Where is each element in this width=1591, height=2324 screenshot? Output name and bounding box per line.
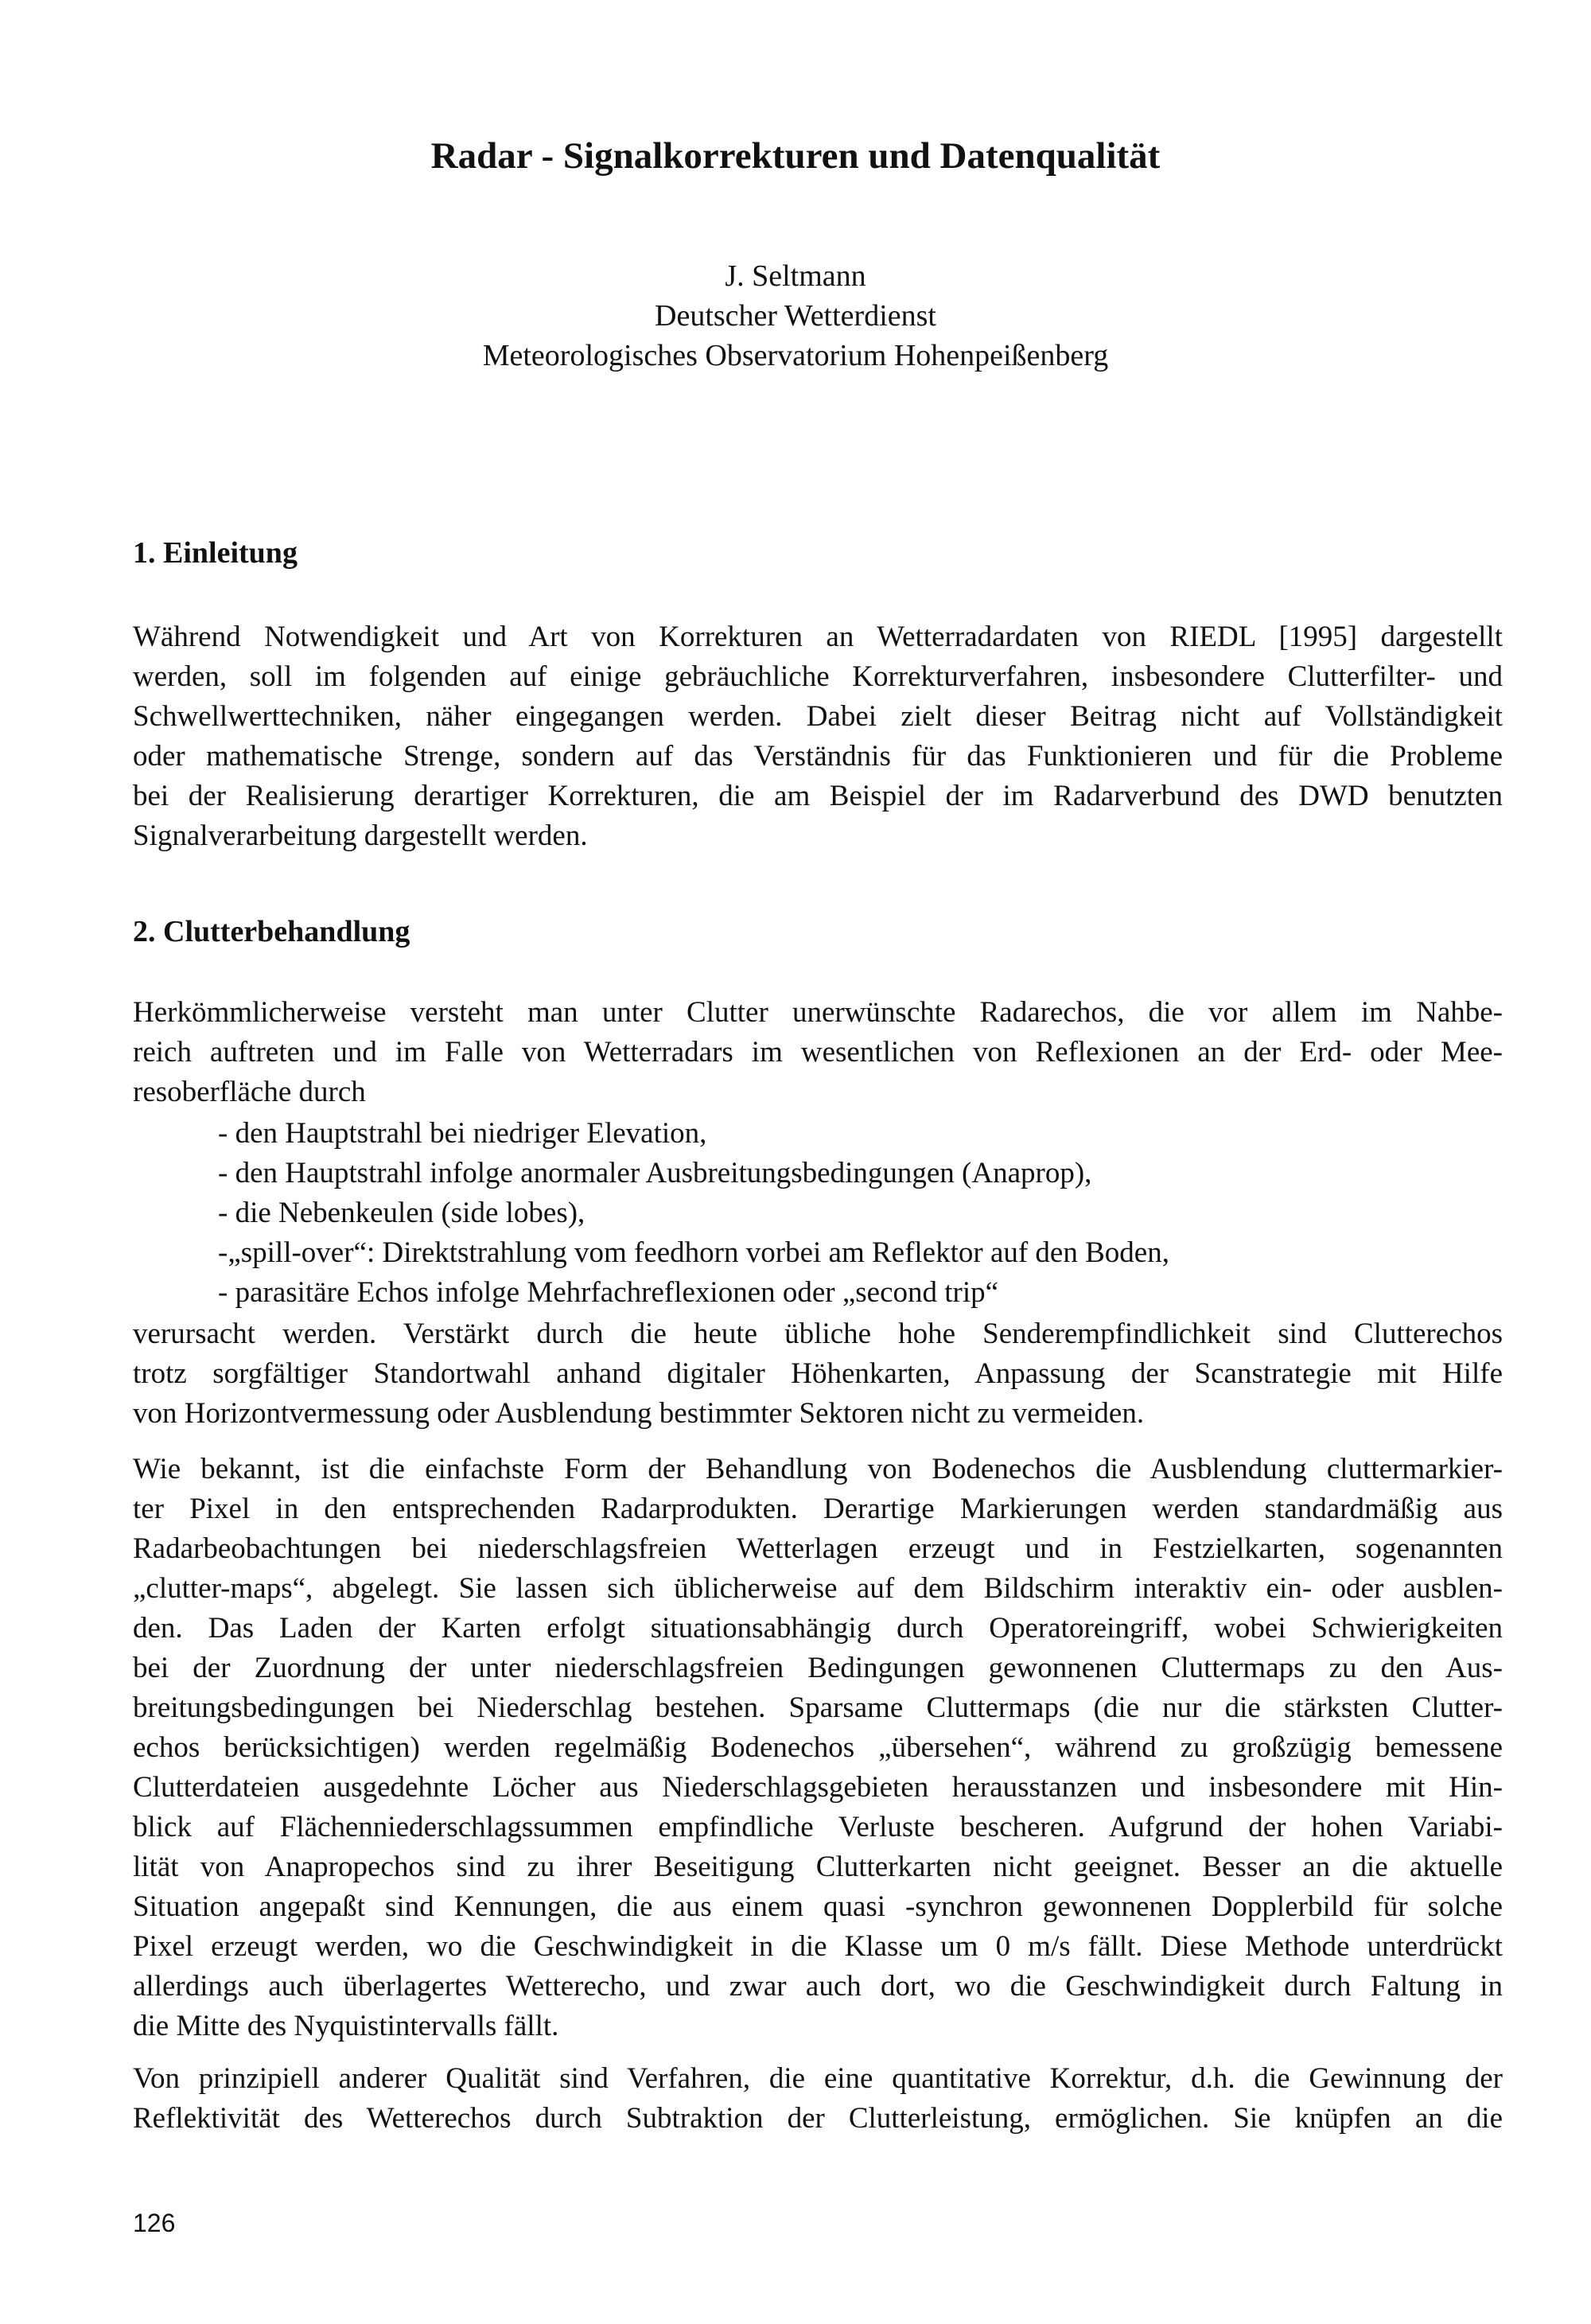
section-heading-introduction: 1. Einleitung [133,536,298,570]
text-line: Wie bekannt, ist die einfachste Form der Behandlung von Bodenechos die Ausblendung cluttermarkier- [133,1453,1503,1485]
text-line: Herkömmlicherweise versteht man unter Clutter unerwünschte Radarechos, die vor allem im Nahbe- [133,996,1503,1029]
paragraph [133,617,1503,856]
text-line: Clutterdateien ausgedehnte Löcher aus Niederschlagsgebieten herausstanzen und insbesondere mit Hin- [133,1771,1503,1804]
text-line: lität von Anapropechos sind zu ihrer Beseitigung Clutterkarten nicht geeignet. Besser an die aktuelle [133,1851,1503,1883]
text-line: Während Notwendigkeit und Art von Korrekturen an Wetterradardaten von RIEDL [1995] dargestellt [133,621,1503,653]
text-line: Radarbeobachtungen bei niederschlagsfreien Wetterlagen erzeugt und in Festzielkarten, sogenannten [133,1532,1503,1565]
text-line: Reflektivität des Wetterechos durch Subtraktion der Clutterleistung, ermöglichen. Sie knüpfen an die [133,2102,1503,2135]
text-line: werden, soll im folgenden auf einige gebräuchliche Korrekturverfahren, insbesondere Clutterfilter- und [133,660,1503,693]
text-line: Signalverarbeitung dargestellt werden. [133,819,588,852]
paragraph [133,1314,1503,1434]
text-line: Schwellwerttechniken, näher eingegangen werden. Dabei zielt dieser Beitrag nicht auf Vollständigkeit [133,700,1503,733]
author-institute: Meteorologisches Observatorium Hohenpeißenberg [482,339,1109,372]
section-heading-clutter: 2. Clutterbehandlung [133,915,410,948]
text-line: verursacht werden. Verstärkt durch die heute übliche hohe Senderempfindlichkeit sind Clutterechos [133,1318,1503,1350]
bullet-list [133,1114,1503,1313]
paragraph [133,993,1503,1112]
list-item: - die Nebenkeulen (side lobes), [218,1197,585,1229]
text-line: Situation angepaßt sind Kennungen, die aus einem quasi -synchron gewonnenen Dopplerbild für solche [133,1890,1503,1923]
list-item: - den Hauptstrahl infolge anormaler Ausbreitungsbedingungen (Anaprop), [218,1157,1092,1189]
text-line: bei der Zuordnung der unter niederschlagsfreien Bedingungen gewonnenen Cluttermaps zu den Aus- [133,1652,1503,1684]
text-line: breitungsbedingungen bei Niederschlag bestehen. Sparsame Cluttermaps (die nur die stärksten Clutter- [133,1691,1503,1724]
text-line: bei der Realisierung derartiger Korrekturen, die am Beispiel der im Radarverbund des DWD benutzten [133,780,1503,812]
document-title: Radar - Signalkorrekturen und Datenqualität [430,135,1161,177]
text-line: allerdings auch überlagertes Wetterecho, und zwar auch dort, wo die Geschwindigkeit durch Faltung in [133,1970,1503,2003]
text-line: echos berücksichtigen) werden regelmäßig Bodenechos „übersehen“, während zu großzügig bemessene [133,1731,1503,1764]
text-line: trotz sorgfältiger Standortwahl anhand digitaler Höhenkarten, Anpassung der Scanstrategie mit Hilfe [133,1357,1503,1390]
text-line: ter Pixel in den entsprechenden Radarprodukten. Derartige Markierungen werden standardmäßig aus [133,1493,1503,1525]
list-item: - den Hauptstrahl bei niedriger Elevation, [218,1117,707,1150]
text-line: Pixel erzeugt werden, wo die Geschwindigkeit in die Klasse um 0 m/s fällt. Diese Methode unterdrückt [133,1930,1503,1963]
text-line: von Horizontvermessung oder Ausblendung bestimmter Sektoren nicht zu vermeiden. [133,1397,1145,1430]
list-item: -„spill-over“: Direktstrahlung vom feedhorn vorbei am Reflektor auf den Boden, [218,1236,1169,1269]
author-organization: Deutscher Wetterdienst [655,299,936,333]
text-line: Von prinzipiell anderer Qualität sind Verfahren, die eine quantitative Korrektur, d.h. die Gewinnung der [133,2062,1503,2095]
text-line: blick auf Flächenniederschlagssummen empfindliche Verluste bescheren. Aufgrund der hohen Variabi- [133,1811,1503,1843]
text-line: „clutter-maps“, abgelegt. Sie lassen sich üblicherweise auf dem Bildschirm interaktiv ein- oder ausblen- [133,1572,1503,1605]
paragraph [133,2059,1503,2139]
text-line: reich auftreten und im Falle von Wetterradars im wesentlichen von Reflexionen an der Erd- oder Mee- [133,1036,1503,1069]
page-number: 126 [133,2209,176,2237]
author-name: J. Seltmann [725,259,866,293]
list-item: - parasitäre Echos infolge Mehrfachreflexionen oder „second trip“ [218,1276,999,1309]
text-line: den. Das Laden der Karten erfolgt situationsabhängig durch Operatoreingriff, wobei Schwierigkeiten [133,1612,1503,1645]
text-line: oder mathematische Strenge, sondern auf das Verständnis für das Funktionieren und für die Probleme [133,740,1503,773]
text-line: die Mitte des Nyquistintervalls fällt. [133,2010,559,2042]
paragraph [133,1450,1503,2046]
text-line: resoberfläche durch [133,1076,366,1108]
